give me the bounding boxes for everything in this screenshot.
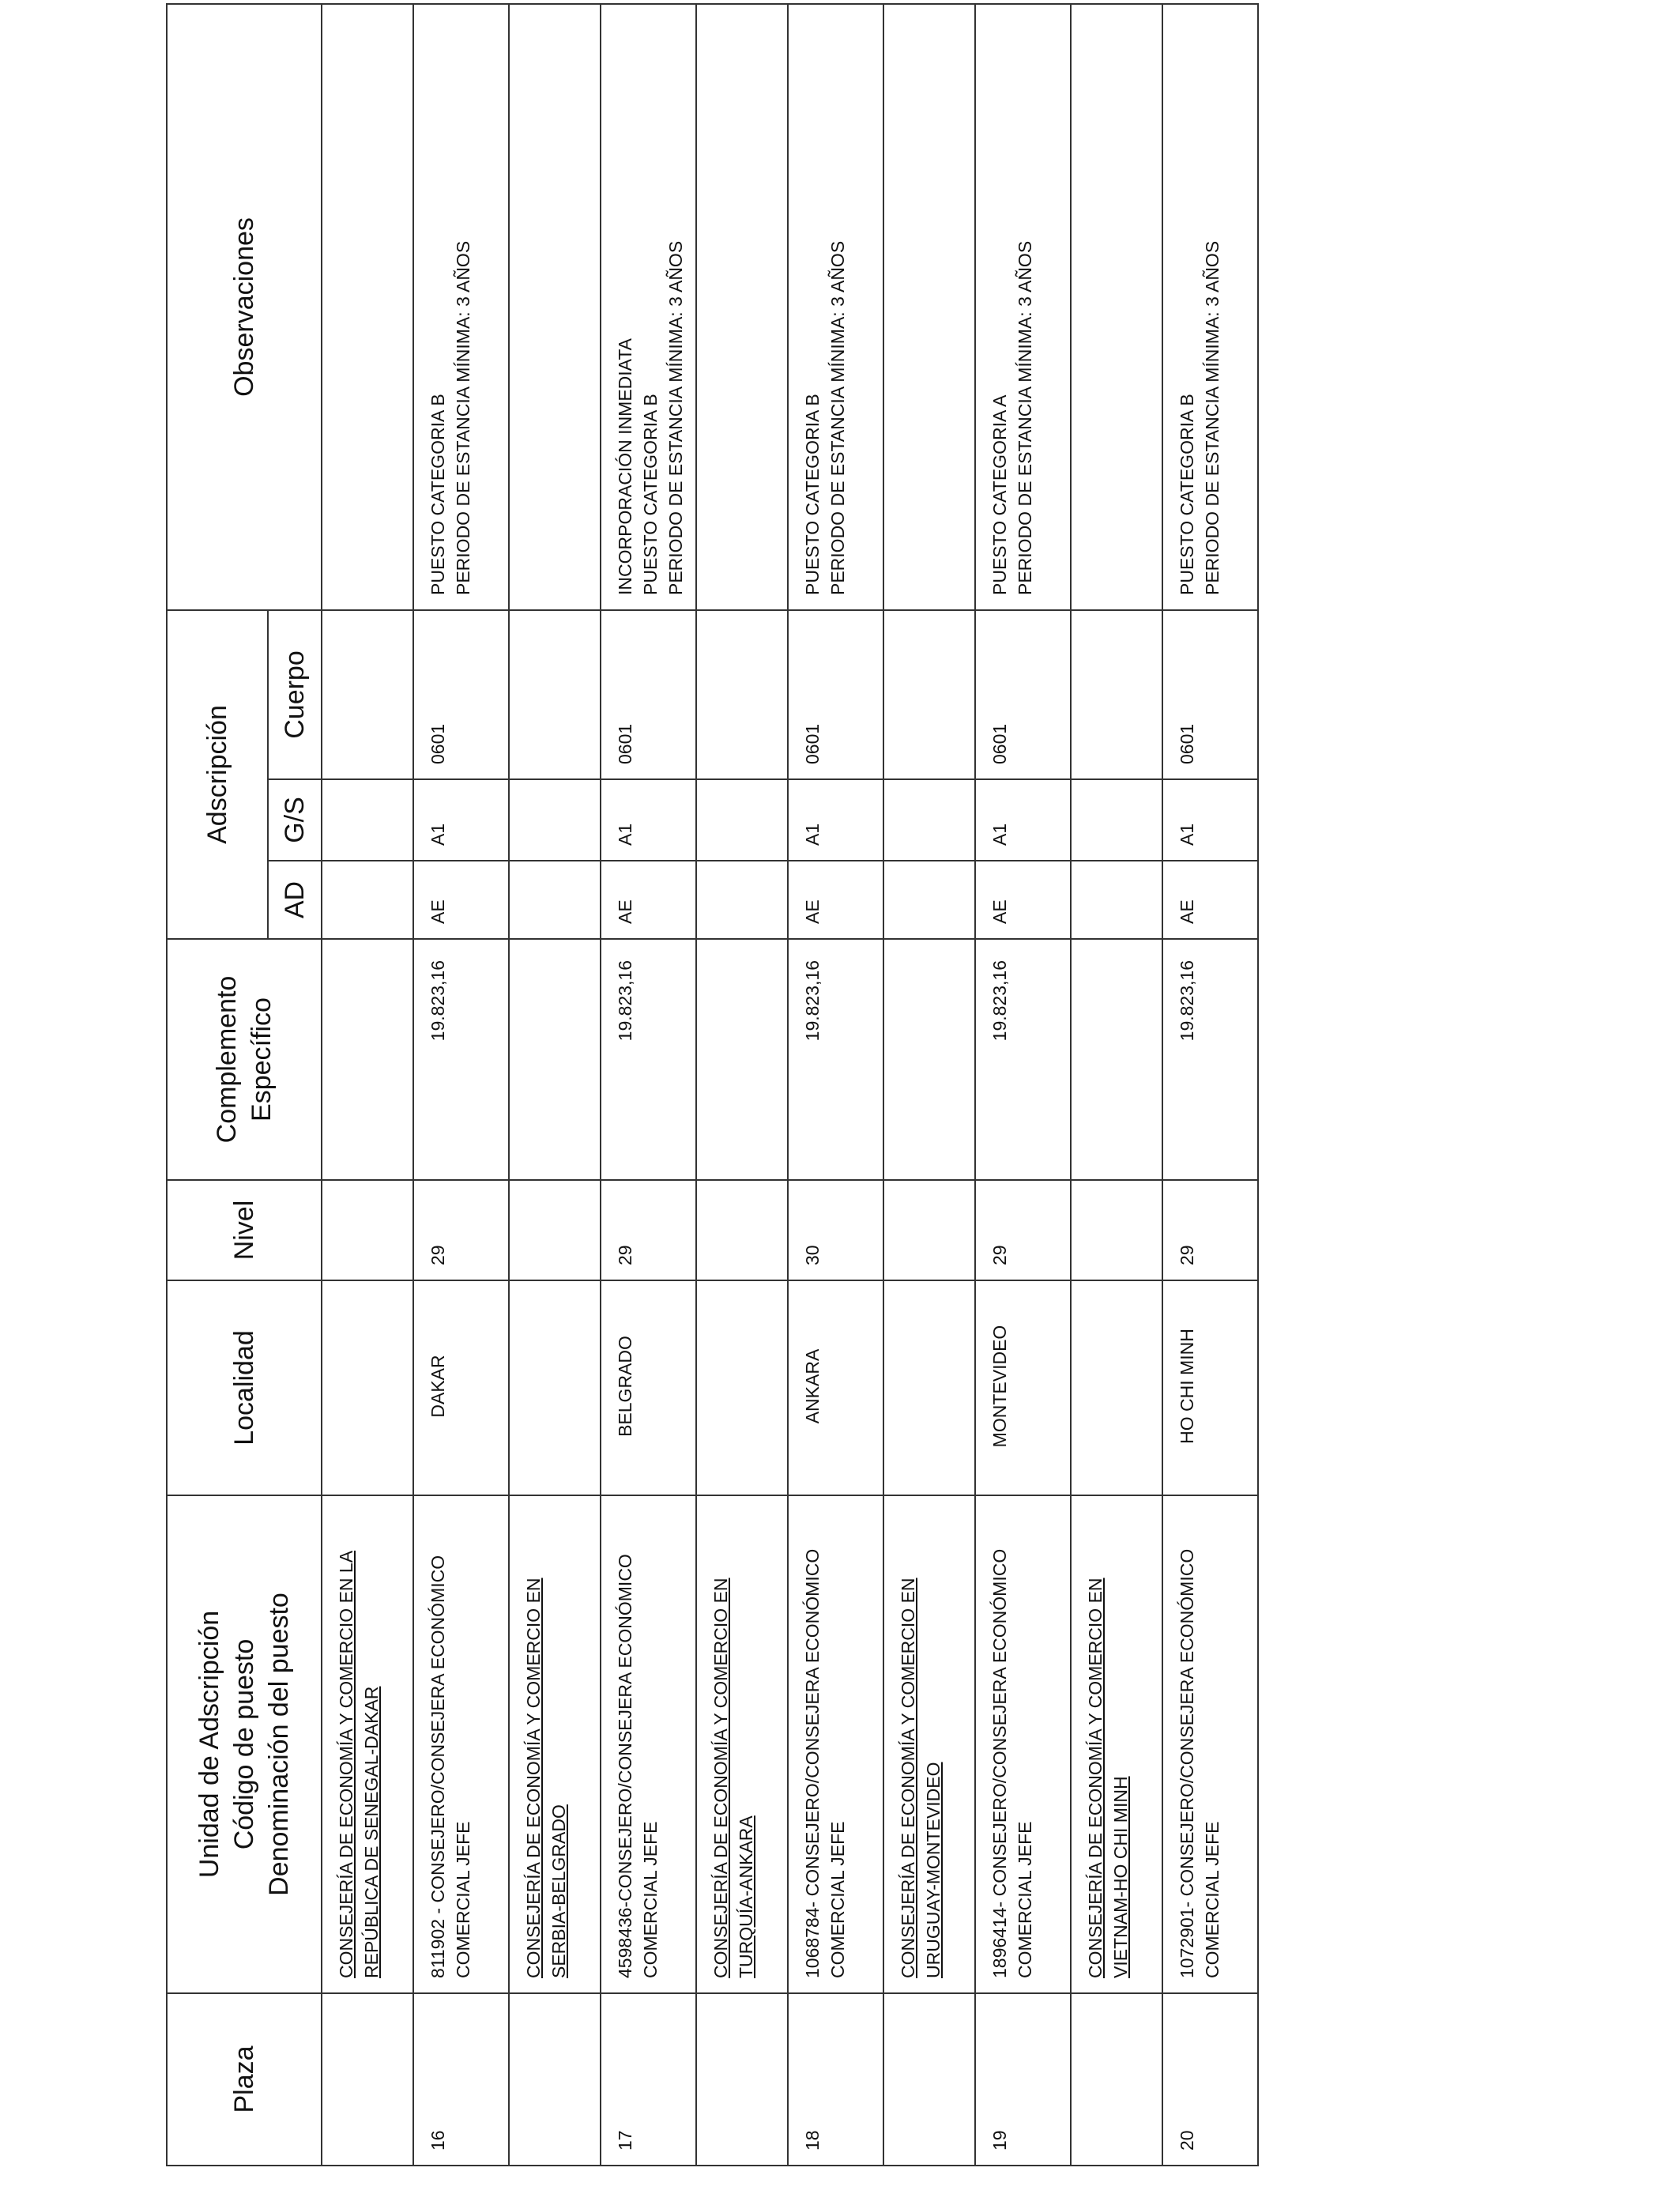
- cell-localidad-empty: [509, 1280, 601, 1495]
- cell-gs-empty-text: [1072, 780, 1089, 860]
- cell-observaciones: [601, 4, 696, 610]
- cell-gs-empty: [696, 779, 788, 861]
- observaciones-lines: [414, 5, 482, 609]
- cell-nivel-empty-text: [1072, 1181, 1089, 1280]
- cell-localidad: [975, 1280, 1071, 1495]
- cell-observaciones-empty: [509, 4, 601, 610]
- cell-localidad-empty-text: [697, 1281, 714, 1495]
- cell-cuerpo-empty-text: [1072, 611, 1089, 778]
- cell-complemento: [413, 939, 509, 1180]
- cell-nivel: [788, 1180, 883, 1280]
- cell-gs-empty-text: [697, 780, 714, 860]
- table-row: [601, 4, 696, 2166]
- cell-nivel-empty: [322, 1180, 413, 1280]
- cell-plaza-empty: [509, 1993, 601, 2166]
- cell-cuerpo-empty-text: [322, 611, 340, 778]
- table-row: [413, 4, 509, 2166]
- observaciones-line: PERIODO DE ESTANCIA MÍNIMA: 3 AÑOS: [453, 240, 473, 595]
- cell-complemento-empty-text: [884, 940, 902, 1179]
- observaciones-line: PUESTO CATEGORIA B: [640, 394, 661, 595]
- cell-localidad-empty-text: [1072, 1281, 1089, 1495]
- header-unidad: [167, 1495, 322, 1993]
- cell-plaza-empty-text: [510, 1994, 527, 2165]
- cell-cuerpo-empty: [1071, 610, 1162, 779]
- header-unidad-line1: Unidad de Adscripción: [194, 1610, 224, 1879]
- cell-unidad-text: CONSEJERÍA DE ECONOMÍA Y COMERCIO EN URUGUAY-MONTEVIDEO: [898, 1578, 944, 1978]
- cell-unidad: [696, 1495, 788, 1993]
- cell-complemento-empty: [1071, 939, 1162, 1180]
- cell-nivel-empty-text: [510, 1181, 527, 1280]
- cell-gs-empty: [322, 779, 413, 861]
- cell-ad: [788, 861, 883, 939]
- cell-plaza-empty-text: [884, 1994, 902, 2165]
- cell-nivel-empty-text: [322, 1181, 340, 1280]
- cell-nivel-empty: [883, 1180, 975, 1280]
- cell-cuerpo-text: 0601: [1177, 723, 1197, 764]
- cell-complemento-empty: [509, 939, 601, 1180]
- cell-gs-text: A1: [802, 823, 823, 846]
- cell-observaciones-empty: [1071, 4, 1162, 610]
- cell-ad-empty-text: [884, 861, 902, 938]
- cell-ad-empty-text: [322, 861, 340, 938]
- cell-cuerpo-empty: [696, 610, 788, 779]
- header-unidad-line3: Denominación del puesto: [264, 1593, 294, 1896]
- cell-ad-text: AE: [1177, 899, 1197, 924]
- observaciones-line: PERIODO DE ESTANCIA MÍNIMA: 3 AÑOS: [1202, 240, 1222, 595]
- cell-cuerpo-empty-text: [697, 611, 714, 778]
- cell-observaciones-empty-text: [322, 5, 340, 609]
- cell-gs-text: A1: [1177, 823, 1197, 846]
- cell-unidad: [1071, 1495, 1162, 1993]
- cell-localidad-text: MONTEVIDEO: [989, 1325, 1010, 1448]
- cell-nivel-text: 29: [989, 1245, 1010, 1265]
- cell-cuerpo-text: 0601: [428, 723, 448, 764]
- unit-row: [509, 4, 601, 2166]
- cell-gs-text: A1: [428, 823, 448, 846]
- cell-cuerpo-empty: [322, 610, 413, 779]
- cell-cuerpo-empty: [883, 610, 975, 779]
- cell-localidad-empty-text: [884, 1281, 902, 1495]
- unit-row: [322, 4, 413, 2166]
- cell-ad-empty-text: [1072, 861, 1089, 938]
- cell-unidad: [788, 1495, 883, 1993]
- observaciones-line: PUESTO CATEGORIA B: [1177, 394, 1197, 595]
- header-nivel: Nivel: [167, 1180, 322, 1280]
- cell-plaza-empty: [883, 1993, 975, 2166]
- cell-plaza: [413, 1993, 509, 2166]
- cell-cuerpo-empty-text: [510, 611, 527, 778]
- cell-unidad-text: 1068784- CONSEJERO/CONSEJERA ECONÓMICO COMERCIAL JEFE: [802, 1548, 848, 1978]
- cell-gs-text: A1: [989, 823, 1010, 846]
- cell-ad-text: AE: [615, 899, 635, 924]
- cell-plaza-empty: [1071, 1993, 1162, 2166]
- cell-plaza: [1162, 1993, 1258, 2166]
- cell-localidad-empty-text: [322, 1281, 340, 1495]
- cell-nivel: [1162, 1180, 1258, 1280]
- cell-nivel-empty-text: [697, 1181, 714, 1280]
- cell-plaza-text: 20: [1177, 2130, 1197, 2151]
- cell-cuerpo: [975, 610, 1071, 779]
- cell-localidad-empty: [696, 1280, 788, 1495]
- cell-localidad-text: BELGRADO: [615, 1336, 635, 1437]
- cell-gs-empty: [1071, 779, 1162, 861]
- cell-unidad-text: 1896414- CONSEJERO/CONSEJERA ECONÓMICO COMERCIAL JEFE: [989, 1548, 1035, 1978]
- cell-localidad-text: HO CHI MINH: [1177, 1329, 1197, 1444]
- cell-ad: [1162, 861, 1258, 939]
- cell-localidad-empty: [322, 1280, 413, 1495]
- cell-plaza-empty-text: [322, 1994, 340, 2165]
- cell-nivel: [601, 1180, 696, 1280]
- cell-complemento: [1162, 939, 1258, 1180]
- cell-plaza-text: 18: [802, 2130, 823, 2151]
- cell-ad-text: AE: [989, 899, 1010, 924]
- cell-complemento: [975, 939, 1071, 1180]
- cell-plaza-empty-text: [1072, 1994, 1089, 2165]
- cell-plaza: [788, 1993, 883, 2166]
- cell-observaciones: [413, 4, 509, 610]
- cell-observaciones: [788, 4, 883, 610]
- cell-unidad-text: 1072901- CONSEJERO/CONSEJERA ECONÓMICO COMERCIAL JEFE: [1177, 1548, 1222, 1978]
- cell-complemento-text: 19.823,16: [428, 960, 448, 1042]
- cell-gs: [413, 779, 509, 861]
- cell-complemento-empty-text: [1072, 940, 1089, 1179]
- cell-nivel: [413, 1180, 509, 1280]
- header-observaciones: Observaciones: [167, 4, 322, 610]
- cell-complemento-empty-text: [510, 940, 527, 1179]
- cell-ad-empty: [883, 861, 975, 939]
- cell-plaza-text: 17: [615, 2130, 635, 2151]
- cell-unidad-text: CONSEJERÍA DE ECONOMÍA Y COMERCIO EN TURQUÍA-ANKARA: [710, 1578, 756, 1978]
- cell-cuerpo: [601, 610, 696, 779]
- rotated-document-sheet: [166, 5, 1222, 2166]
- cell-observaciones-empty: [322, 4, 413, 610]
- observaciones-line: PUESTO CATEGORIA A: [989, 394, 1010, 595]
- cell-observaciones: [1162, 4, 1258, 610]
- cell-gs-empty: [883, 779, 975, 861]
- table-body: [322, 4, 1258, 2166]
- cell-cuerpo: [1162, 610, 1258, 779]
- cell-localidad: [601, 1280, 696, 1495]
- cell-observaciones: [975, 4, 1071, 610]
- cell-localidad-text: DAKAR: [428, 1355, 448, 1418]
- cell-cuerpo-empty: [509, 610, 601, 779]
- observaciones-lines: [976, 5, 1044, 609]
- cell-unidad-text: CONSEJERÍA DE ECONOMÍA Y COMERCIO EN LA REPÚBLICA DE SENEGAL-DAKAR: [336, 1550, 382, 1978]
- header-complemento: [167, 939, 322, 1180]
- cell-unidad-text: CONSEJERÍA DE ECONOMÍA Y COMERCIO EN VIETNAM-HO CHI MINH: [1085, 1578, 1131, 1978]
- cell-unidad: [322, 1495, 413, 1993]
- cell-nivel-text: 29: [1177, 1245, 1197, 1265]
- cell-cuerpo-empty-text: [884, 611, 902, 778]
- cell-observaciones-empty-text: [884, 5, 902, 609]
- cell-ad-empty: [509, 861, 601, 939]
- observaciones-line: PERIODO DE ESTANCIA MÍNIMA: 3 AÑOS: [665, 240, 686, 595]
- cell-complemento-text: 19.823,16: [989, 960, 1010, 1042]
- cell-localidad-empty: [1071, 1280, 1162, 1495]
- cell-complemento-text: 19.823,16: [802, 960, 823, 1042]
- cell-plaza-empty-text: [697, 1994, 714, 2165]
- cell-complemento-empty-text: [322, 940, 340, 1179]
- table-row: [975, 4, 1071, 2166]
- cell-localidad: [413, 1280, 509, 1495]
- cell-complemento-empty: [322, 939, 413, 1180]
- cell-gs-empty-text: [510, 780, 527, 860]
- cell-complemento-empty-text: [697, 940, 714, 1179]
- cell-complemento-text: 19.823,16: [615, 960, 635, 1042]
- cell-complemento: [788, 939, 883, 1180]
- cell-localidad: [788, 1280, 883, 1495]
- cell-ad-empty: [1071, 861, 1162, 939]
- cell-nivel-text: 29: [428, 1245, 448, 1265]
- cell-nivel-text: 30: [802, 1245, 823, 1265]
- cell-observaciones-empty: [696, 4, 788, 610]
- cell-localidad-empty: [883, 1280, 975, 1495]
- cell-observaciones-empty-text: [1072, 5, 1089, 609]
- cell-cuerpo: [413, 610, 509, 779]
- cell-unidad: [975, 1495, 1071, 1993]
- cell-gs-empty: [509, 779, 601, 861]
- observaciones-line: PERIODO DE ESTANCIA MÍNIMA: 3 AÑOS: [827, 240, 848, 595]
- cell-unidad: [413, 1495, 509, 1993]
- cell-observaciones-empty: [883, 4, 975, 610]
- header-unidad-line2: Código de puesto: [229, 1638, 259, 1850]
- cell-localidad-text: ANKARA: [802, 1348, 823, 1424]
- table-row: [788, 4, 883, 2166]
- cell-nivel-empty-text: [884, 1181, 902, 1280]
- header-row: [167, 4, 268, 2166]
- cell-ad-text: AE: [802, 899, 823, 924]
- cell-cuerpo-text: 0601: [615, 723, 635, 764]
- cell-nivel-text: 29: [615, 1245, 635, 1265]
- cell-complemento-text: 19.823,16: [1177, 960, 1197, 1042]
- unit-row: [883, 4, 975, 2166]
- cell-plaza-empty: [322, 1993, 413, 2166]
- cell-observaciones-empty-text: [697, 5, 714, 609]
- header-localidad: Localidad: [167, 1280, 322, 1495]
- cell-ad-empty-text: [697, 861, 714, 938]
- vacancy-table: [166, 3, 1259, 2166]
- cell-cuerpo-text: 0601: [989, 723, 1010, 764]
- cell-gs: [975, 779, 1071, 861]
- cell-nivel: [975, 1180, 1071, 1280]
- cell-gs-empty-text: [322, 780, 340, 860]
- cell-ad-empty-text: [510, 861, 527, 938]
- cell-plaza-text: 16: [428, 2130, 448, 2151]
- cell-ad: [601, 861, 696, 939]
- cell-plaza-text: 19: [989, 2130, 1010, 2151]
- cell-plaza: [601, 1993, 696, 2166]
- cell-localidad-empty-text: [510, 1281, 527, 1495]
- cell-ad-empty: [696, 861, 788, 939]
- observaciones-lines: [601, 5, 695, 609]
- cell-nivel-empty: [509, 1180, 601, 1280]
- header-plaza: Plaza: [167, 1993, 322, 2166]
- cell-observaciones-empty-text: [510, 5, 527, 609]
- cell-cuerpo: [788, 610, 883, 779]
- cell-complemento: [601, 939, 696, 1180]
- cell-ad-text: AE: [428, 899, 448, 924]
- cell-unidad-text: 811902 - CONSEJERO/CONSEJERA ECONÓMICO COMERCIAL JEFE: [428, 1555, 473, 1978]
- cell-plaza: [975, 1993, 1071, 2166]
- unit-row: [1071, 4, 1162, 2166]
- observaciones-line: PERIODO DE ESTANCIA MÍNIMA: 3 AÑOS: [1015, 240, 1035, 595]
- cell-unidad: [509, 1495, 601, 1993]
- table-row: [1162, 4, 1258, 2166]
- header-gs: G/S: [268, 779, 322, 861]
- cell-complemento-empty: [883, 939, 975, 1180]
- cell-gs-empty-text: [884, 780, 902, 860]
- cell-nivel-empty: [1071, 1180, 1162, 1280]
- cell-unidad-text: CONSEJERÍA DE ECONOMÍA Y COMERCIO EN SERBIA-BELGRADO: [523, 1578, 569, 1978]
- observaciones-line: INCORPORACIÓN INMEDIATA: [615, 338, 635, 595]
- cell-complemento-empty: [696, 939, 788, 1180]
- observaciones-line: PUESTO CATEGORIA B: [428, 394, 448, 595]
- cell-nivel-empty: [696, 1180, 788, 1280]
- observaciones-line: PUESTO CATEGORIA B: [802, 394, 823, 595]
- header-ad: AD: [268, 861, 322, 939]
- cell-unidad: [1162, 1495, 1258, 1993]
- cell-cuerpo-text: 0601: [802, 723, 823, 764]
- header-complemento-line1: Complemento: [212, 975, 242, 1144]
- cell-gs: [601, 779, 696, 861]
- header-cuerpo: Cuerpo: [268, 610, 322, 779]
- cell-unidad: [601, 1495, 696, 1993]
- cell-unidad-text: 4598436-CONSEJERO/CONSEJERA ECONÓMICO COMERCIAL JEFE: [615, 1554, 661, 1978]
- cell-gs-text: A1: [615, 823, 635, 846]
- observaciones-lines: [1163, 5, 1231, 609]
- cell-gs: [788, 779, 883, 861]
- cell-unidad: [883, 1495, 975, 1993]
- header-complemento-line2: Específico: [247, 997, 277, 1122]
- cell-localidad: [1162, 1280, 1258, 1495]
- observaciones-lines: [789, 5, 857, 609]
- header-adscripcion: Adscripción: [167, 610, 268, 939]
- cell-ad-empty: [322, 861, 413, 939]
- cell-ad: [975, 861, 1071, 939]
- cell-ad: [413, 861, 509, 939]
- cell-plaza-empty: [696, 1993, 788, 2166]
- cell-gs: [1162, 779, 1258, 861]
- unit-row: [696, 4, 788, 2166]
